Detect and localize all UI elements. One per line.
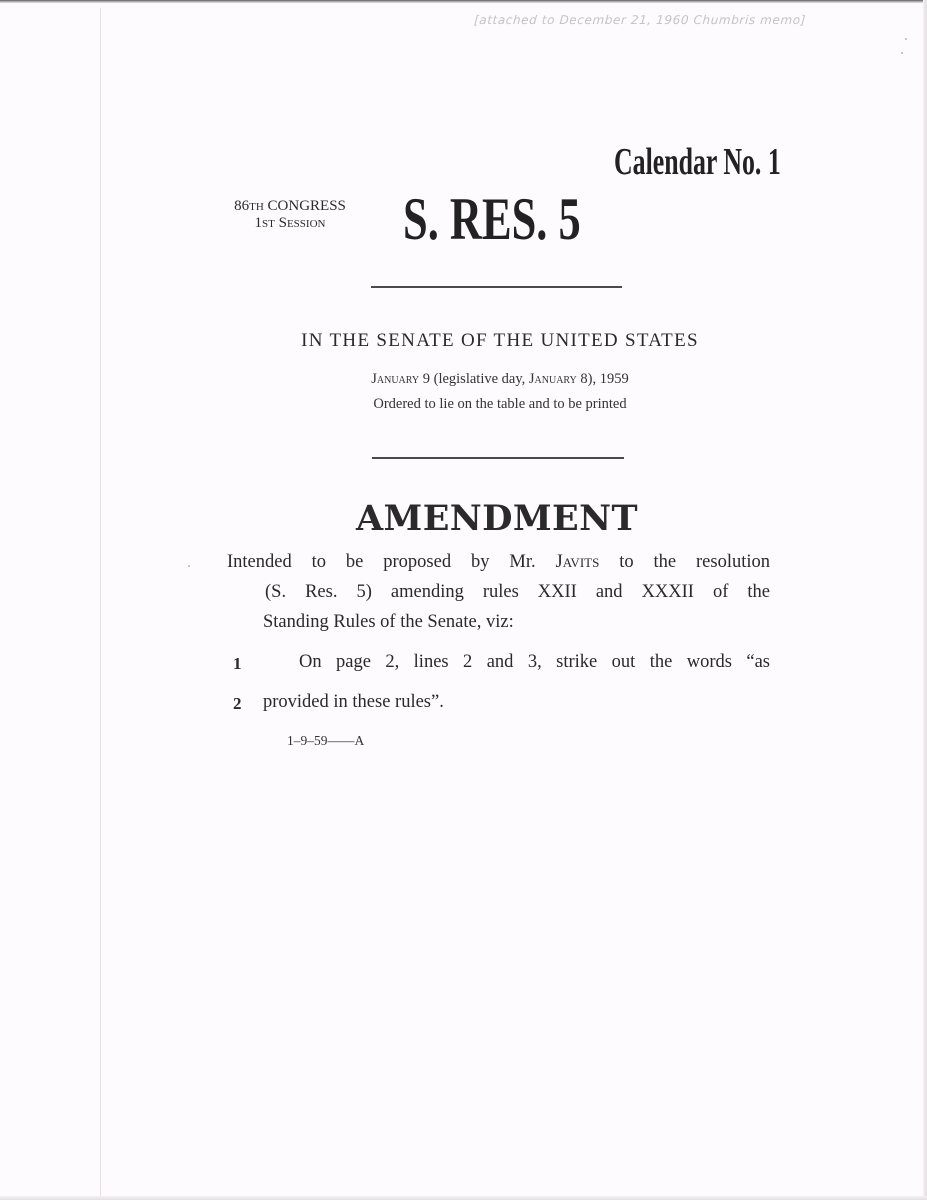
amendment-title: AMENDMENT — [356, 498, 638, 539]
introduction-date: January 9 (legislative day, January 8), 1959 — [371, 371, 629, 387]
divider-rule — [372, 457, 624, 459]
line-number: 2 — [233, 694, 242, 713]
page-top-edge — [0, 0, 927, 3]
ordered-statement: Ordered to lie on the table and to be printed — [373, 396, 627, 412]
session-label: 1ST Session — [254, 215, 326, 231]
scan-speck — [905, 38, 907, 40]
amendment-intro-line-3: Standing Rules of the Senate, viz: — [263, 612, 514, 632]
bill-number: S. RES. 5 — [403, 186, 581, 252]
handwritten-annotation: [attached to December 21, 1960 Chumbris memo] — [473, 13, 807, 27]
line-number: 1 — [233, 654, 242, 673]
page-right-edge — [923, 0, 927, 1200]
amendment-intro-line-1: Intended to be proposed by Mr. Javits to the resolution — [227, 552, 771, 572]
amendment-text-line: On page 2, lines 2 and 3, strike out the words “as — [299, 652, 770, 672]
amendment-intro-line-2: (S. Res. 5) amending rules XXII and XXXII of the — [265, 582, 770, 602]
amendment-text-line: provided in these rules”. — [263, 692, 444, 712]
congress-session-block — [222, 198, 358, 232]
congress-label: 86TH CONGRESS — [234, 198, 346, 214]
chamber-heading: IN THE SENATE OF THE UNITED STATES — [301, 330, 699, 351]
calendar-number: Calendar No. 1 — [614, 141, 781, 183]
divider-rule — [371, 286, 622, 288]
sponsor-name: Javits — [555, 552, 600, 572]
page-bottom-edge — [0, 1196, 927, 1200]
document-code: 1–9–59——A — [287, 733, 365, 748]
page-fold-line — [100, 8, 101, 1196]
scan-speck — [188, 565, 190, 567]
scan-speck — [901, 52, 903, 54]
